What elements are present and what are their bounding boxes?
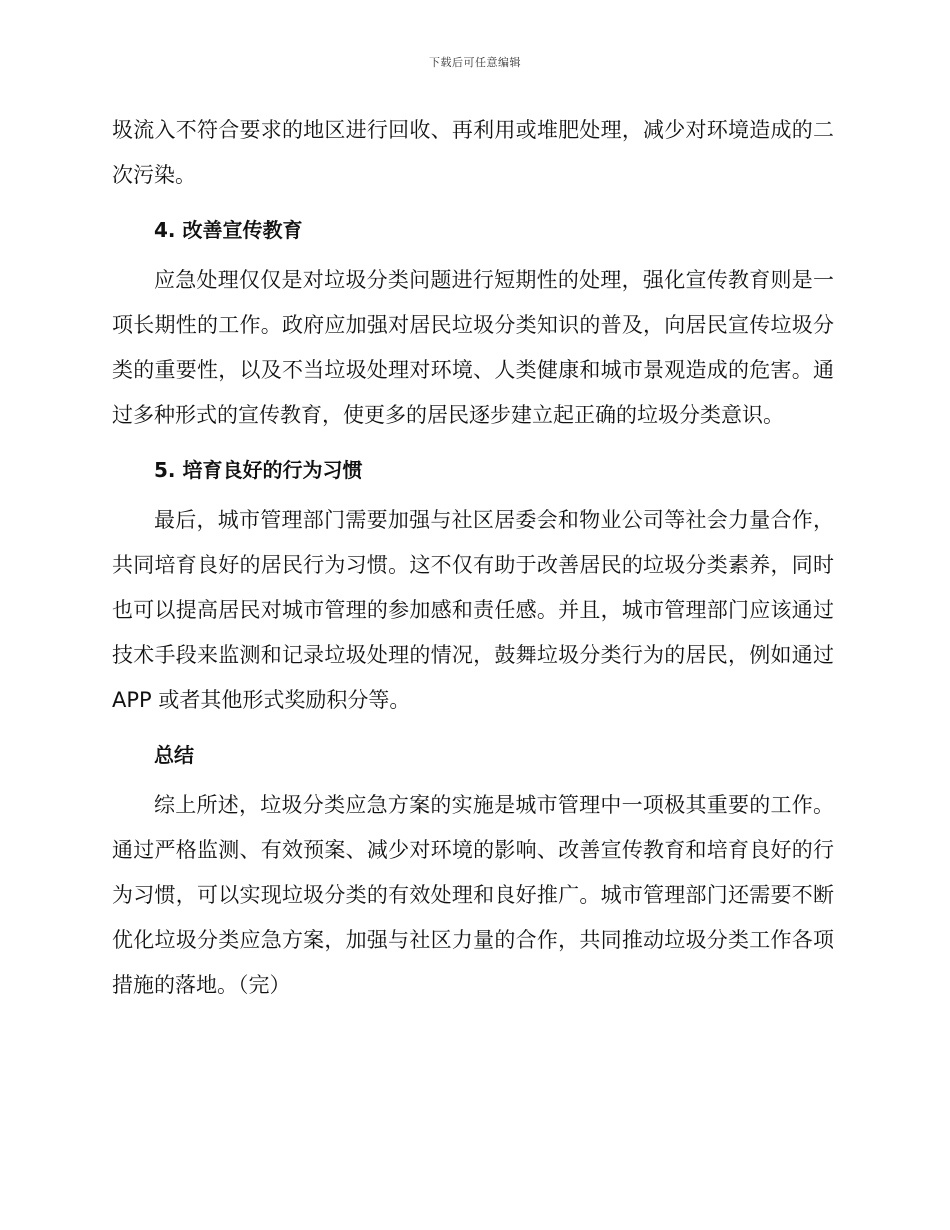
section-heading-publicity-education: 4. 改善宣传教育 (154, 218, 303, 242)
section-heading-behavior-habits: 5. 培育良好的行为习惯 (154, 458, 363, 482)
page-header-note: 下载后可任意编辑 (429, 56, 521, 69)
section-paragraph-behavior-habits: 最后，城市管理部门需要加强与社区居委会和物业公司等社会力量合作，共同培育良好的居民行为习惯。这不仅有助于改善居民的垃圾分类素养，同时也可以提高居民对城市管理的参加感和责任感。并且，城市管理部门应该通过技术手段来监测和记录垃圾处理的情况，鼓舞垃圾分类行为的居民，例如通过 APP 或者其他形式奖励积分等。 (112, 508, 834, 712)
section-paragraph-publicity-education: 应急处理仅仅是对垃圾分类问题进行短期性的处理，强化宣传教育则是一项长期性的工作。政府应加强对居民垃圾分类知识的普及，向居民宣传垃圾分类的重要性，以及不当垃圾处理对环境、人类健康和城市景观造成的危害。通过多种形式的宣传教育，使更多的居民逐步建立起正确的垃圾分类意识。 (112, 268, 834, 427)
continuation-paragraph: 圾流入不符合要求的地区进行回收、再利用或堆肥处理，减少对环境造成的二次污染。 (112, 118, 834, 187)
section-paragraph-summary: 综上所述，垃圾分类应急方案的实施是城市管理中一项极其重要的工作。通过严格监测、有效预案、减少对环境的影响、改善宣传教育和培育良好的行为习惯，可以实现垃圾分类的有效处理和良好推广。城市管理部门还需要不断优化垃圾分类应急方案，加强与社区力量的合作，共同推动垃圾分类工作各项措施的落地。（完） (112, 793, 834, 997)
document-body (112, 108, 834, 1008)
section-heading-summary: 总结 (154, 743, 194, 767)
